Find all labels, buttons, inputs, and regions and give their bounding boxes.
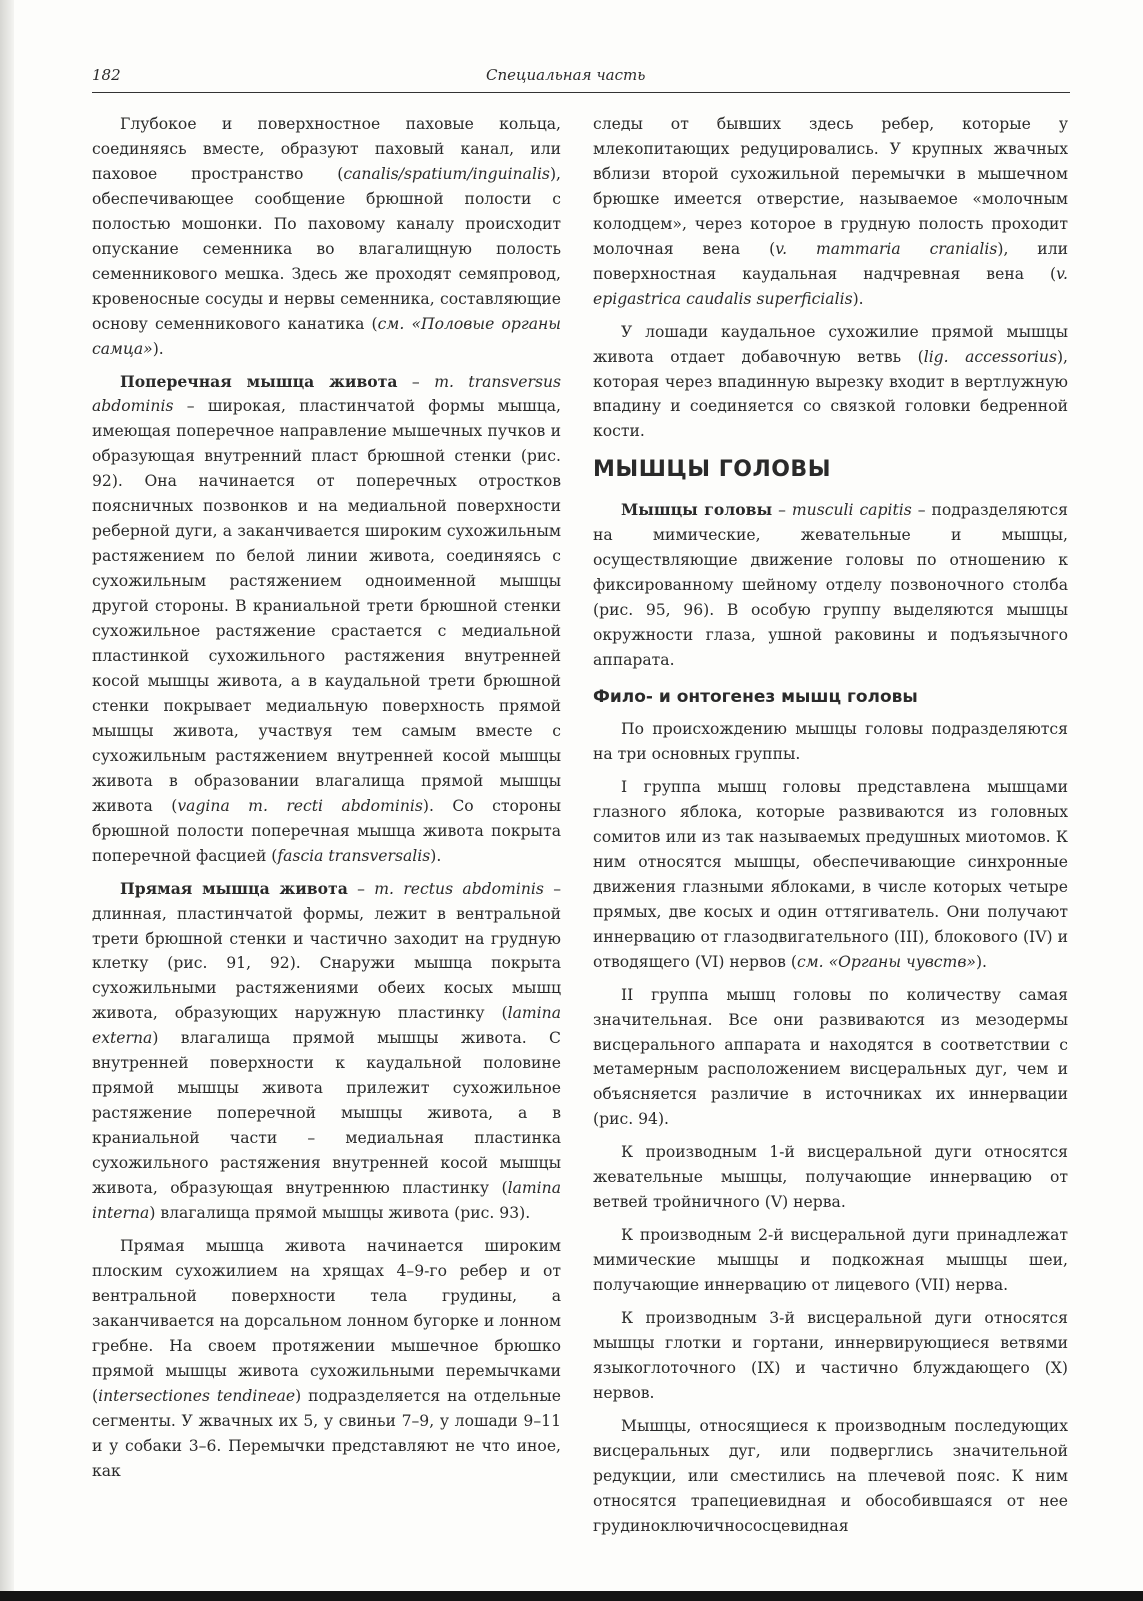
paragraph-rectus-muscle [92, 877, 561, 1226]
latin-term: lig. accessorius [923, 347, 1057, 366]
text: ) влагалища прямой мышцы живота (рис. 93). [149, 1203, 531, 1222]
paragraph-group-one [593, 775, 1068, 975]
text: ) подразделяется на отдельные сегменты. У жвачных их 5, у свиньи 7–9, у лошади 9–11 и у собаки 3–6. Перемычки представляют не что иное, как [92, 1386, 561, 1480]
text: Глубокое и поверхностное паховые кольца, соединяясь вместе, образуют паховый канал, или паховое пространство ( [92, 115, 561, 183]
paragraph-head-muscles [593, 498, 1068, 673]
text: ), которая через впадинную вырезку входит в вертлужную впадину и соединяется со связкой головки бедренной кости. [593, 347, 1068, 441]
paragraph-transverse-muscle [92, 370, 561, 869]
latin-term: m. rectus abdominis [374, 879, 544, 898]
latin-term: v. epigastrica caudalis superficialis [593, 264, 1068, 308]
latin-term: vagina m. recti abdominis [177, 796, 423, 815]
text: – [772, 501, 792, 520]
text: ). [852, 289, 864, 308]
latin-term: lamina externa [92, 1004, 561, 1048]
term-heading: Прямая мышца живота [120, 878, 348, 898]
page-header [92, 62, 1070, 93]
subsection-heading: Фило- и онтогенез мышц головы [593, 687, 918, 708]
text: – [397, 372, 435, 391]
latin-term: m. transversus abdominis [92, 372, 561, 416]
text: – длинная, пластинчатой формы, лежит в вентральной трети брюшной стенки и частично заходит на грудную клетку (рис. 91, 92). Снаружи мышца покрыта сухожильными растяжениями обеих косых мышц живота, образующих наружную пластинку ( [92, 879, 561, 1023]
paragraph-group-two: II группа мышц головы по количеству самая значительная. Все они развиваются из мезодермы висцерального аппарата и находятся в соответствии с метамерным расположением висцеральных дуг, чем и объясняется различие в источниках их иннервации (рис. 94). [593, 985, 1068, 1129]
text: I группа мышц головы представлена мышцами глазного яблока, которые развиваются из головных сомитов или из так называемых предушных миотомов. К ним относятся мышцы, обеспечивающие синхронные движения глазными яблоками, в числе которых четыре прямых, две косых и один оттягиватель. Они получают иннервацию от глазодвигательного (III), блокового (IV) и отводящего (VI) нервов ( [593, 777, 1068, 971]
latin-term: v. mammaria cranialis [775, 239, 998, 258]
cross-reference: см. «Органы чувств» [797, 952, 976, 971]
text: – [347, 879, 375, 898]
page-number: 182 [92, 66, 121, 84]
text: ). [430, 846, 442, 865]
latin-term: musculi capitis [791, 501, 912, 520]
paragraph-inguinal-canal [92, 112, 561, 362]
section-heading: МЫШЦЫ ГОЛОВЫ [593, 457, 831, 483]
text: ), или поверхностная каудальная надчревная вена ( [593, 239, 1068, 283]
cross-reference: см. «Половые органы самца» [92, 314, 562, 358]
right-column [593, 112, 1068, 1539]
text: – широкая, пластинчатой формы мышца, имеющая поперечное направление мышечных пучков и образующая внутренний пласт брюшной стенки (рис. 92). Она начинается от поперечных отростков поясничных позвонков и на медиальной поверхности реберной дуги, а заканчивается широким сухожильным растяжением по белой линии живота, соединяясь с сухожильным растяжением одноименной мышцы другой стороны. В краниальной трети брюшной стенки сухожильное растяжение срастается с медиальной пластинкой сухожильного растяжения внутренней косой мышцы живота, а в каудальной трети брюшной стенки покрывает медиальную поверхность прямой мышцы живота, участвуя тем самым вместе с сухожильным растяжением внутренней косой мышцы живота в образовании влагалища прямой мышцы живота ( [92, 397, 561, 815]
paragraph-first-arch: К производным 1-й висцеральной дуги относятся жевательные мышцы, получающие иннервацию от ветвей тройничного (V) нерва. [593, 1143, 1068, 1212]
latin-term: canalis/spatium/inguinalis [343, 164, 550, 183]
latin-term: lamina interna [92, 1179, 561, 1222]
paragraph-horse-tendon [593, 320, 1068, 445]
paragraph-third-arch: К производным 3-й висцеральной дуги относятся мышцы глотки и гортани, иннервирующиеся ветвями языкоглоточного (IX) и частично блуждающего (X) нервов. [593, 1309, 1068, 1402]
paragraph-second-arch: К производным 2-й висцеральной дуги принадлежат мимические мышцы и подкожная мышцы шеи, получающие иннервацию от лицевого (VII) нерва. [593, 1226, 1068, 1295]
paragraph-rectus-origin [92, 1234, 561, 1484]
text: следы от бывших здесь ребер, которые у млекопитающих редуцировались. У крупных жвачных вблизи второй сухожильной перемычки в мышечном брюшке имеется отверстие, называемое «молочным колодцем», через которое в грудную полость проходит молочная вена ( [593, 115, 1068, 258]
text: ) влагалища прямой мышцы живота. С внутренней поверхности к каудальной половине прямой мышцы живота прилежит сухожильное растяжение поперечной мышцы живота, а в краниальной части – медиальная пластинка сухожильного растяжения внутренней косой мышцы живота, образующая внутреннюю пластинку ( [92, 1029, 561, 1198]
paragraph-continued-ribs [593, 112, 1068, 312]
page-shadow-edge [0, 0, 14, 1601]
scan-bottom-edge [0, 1591, 1143, 1601]
latin-term: fascia transversalis [277, 846, 431, 865]
paragraph-subsequent-arches: Мышцы, относящиеся к производным последующих висцеральных дуг, или подверглись значительной редукции, или сместились на плечевой пояс. К ним относятся трапециевидная и обособившаяся от нее грудиноключичнососцевидная [593, 1416, 1068, 1535]
latin-term: intersectiones tendineae [98, 1386, 296, 1405]
text: – подразделяются на мимические, жевательные и мышцы, осуществляющие движение головы по отношению к фиксированному шейному отделу позвоночного столба (рис. 95, 96). В особую группу выделяются мышцы окружности глаза, ушной раковины и подъязычного аппарата. [593, 501, 1068, 670]
paragraph-origin-groups: По происхождению мышцы головы подразделяются на три основных группы. [593, 720, 1068, 764]
running-head: Специальная часть [486, 66, 646, 84]
text: Прямая мышца живота начинается широким плоским сухожилием на хрящах 4–9-го ребер и от вентральной поверхности тела грудины, а заканчивается на дорсальном лонном бугорке и лонном гребне. На своем протяжении мышечное брюшко прямой мышцы живота сухожильными перемычками ( [92, 1236, 561, 1405]
text: У лошади каудальное сухожилие прямой мышцы живота отдает добавочную ветвь ( [593, 322, 1068, 366]
text: ). [152, 339, 164, 358]
text: ), обеспечивающее сообщение брюшной полости с полостью мошонки. По паховому каналу происходит опускание семенника во влагалищную полость семенникового мешка. Здесь же проходят семяпровод, кровеносные сосуды и нервы семенника, составляющие основу семенникового канатика ( [92, 164, 561, 333]
text: ). [975, 952, 987, 971]
term-heading: Поперечная мышца живота [120, 371, 398, 391]
left-column [92, 112, 561, 1483]
term-heading: Мышцы головы [621, 500, 773, 520]
text: ). Со стороны брюшной полости поперечная мышца живота покрыта поперечной фасцией ( [92, 796, 562, 865]
